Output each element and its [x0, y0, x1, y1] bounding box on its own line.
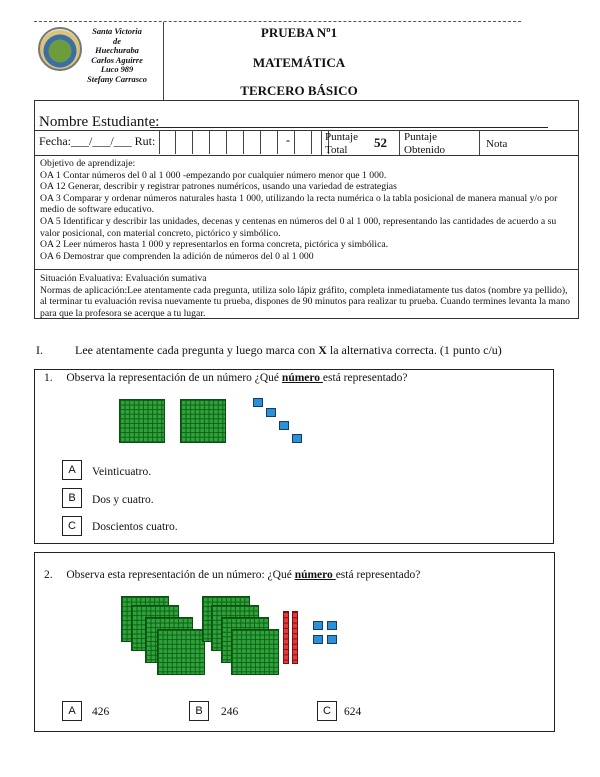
- objective-item: OA 2 Leer números hasta 1 000 y representarlos en forma concreta, pictórica y simbólica.: [40, 239, 389, 251]
- option-a-box[interactable]: A: [62, 701, 82, 721]
- question-text-2: está representado?: [322, 372, 408, 384]
- rut-separator: -: [286, 133, 290, 147]
- option-a-text: 426: [92, 706, 110, 718]
- total-score-value: 52: [374, 135, 387, 150]
- question-keyword: número: [294, 569, 336, 581]
- row-divider: [34, 155, 579, 156]
- instructions-text-1: Lee atentamente cada pregunta y luego marca con: [75, 343, 319, 357]
- question-text-1: Observa la representación de un número ¿Qué: [66, 372, 282, 384]
- grade-label: Nota: [486, 138, 508, 150]
- obtained-score-label: Puntaje Obtenido: [404, 131, 445, 156]
- option-b-text: Dos y cuatro.: [92, 494, 154, 506]
- objective-item: OA 12 Generar, describir y registrar patrones numéricos, usando una variedad de estrategias: [40, 181, 397, 193]
- school-line: Santa Victoria: [92, 27, 142, 36]
- school-line: Stefany Carrasco: [87, 74, 147, 84]
- application-rules: Normas de aplicación:Lee atentamente cada pregunta, utiliza solo lápiz gráfito, completa inmediatamente tus datos (nombre ya pellido), al terminar tu evaluación revisa nuevamente tu prueba, dispones de 90 minutos para realizar tu prueba. Cuando termines levanta la mano para que la profesora se acerque a tu lugar.: [40, 284, 570, 319]
- question-number: 2.: [44, 569, 53, 581]
- question-2-prompt: [44, 569, 420, 581]
- question-keyword: número: [281, 372, 323, 384]
- rut-cell[interactable]: [159, 130, 176, 154]
- row-divider: [34, 269, 579, 270]
- hundred-block: [119, 399, 165, 443]
- objective-item: OA 5 Identificar y describir las unidades, decenas y centenas en números del 0 al 1 000, representando las cantidades de acuerdo a su valor posicional, con material concreto, pictórico y simbólico.: [40, 215, 557, 239]
- rut-cell[interactable]: [193, 130, 210, 154]
- student-name-line[interactable]: [150, 127, 548, 128]
- school-line: de: [113, 36, 121, 46]
- cell-divider: [479, 130, 480, 155]
- hundred-block: [180, 399, 226, 443]
- unit-block: [279, 421, 289, 430]
- option-a-text: Veinticuatro.: [92, 466, 152, 478]
- question-text-2: está representado?: [335, 569, 421, 581]
- question-1-prompt: [44, 372, 408, 384]
- option-c-text: Doscientos cuatro.: [92, 521, 178, 533]
- cell-divider: [321, 130, 322, 155]
- option-c-box[interactable]: C: [317, 701, 337, 721]
- question-number: 1.: [44, 372, 53, 384]
- school-line: Huechuraba: [95, 46, 139, 56]
- situation-title: Situación Evaluativa: Evaluación sumativa: [40, 273, 207, 284]
- unit-block: [253, 398, 263, 407]
- instructions-mark: X: [318, 343, 327, 357]
- instructions-text-2: la alternativa correcta. (1 punto c/u): [326, 343, 502, 357]
- grade-title: TERCERO BÁSICO: [240, 83, 358, 98]
- test-title: PRUEBA Nº1: [260, 25, 338, 40]
- school-line: Luco 989: [100, 65, 134, 75]
- objective-item: OA 3 Comparar y ordenar números naturales hasta 1 000, utilizando la recta numérica o la tabla posicional de manera manual y/o por medio de software educativo.: [40, 192, 558, 216]
- school-info: [78, 27, 156, 85]
- rut-cell[interactable]: [210, 130, 227, 154]
- ten-rod: [283, 611, 289, 664]
- hundred-block: [231, 629, 279, 675]
- rut-cell[interactable]: [295, 130, 312, 154]
- learning-objectives: [40, 158, 572, 262]
- top-dashed-rule: [34, 21, 521, 22]
- hundred-block: [157, 629, 205, 675]
- question-1-box: [34, 369, 554, 544]
- total-score-label: Puntaje Total: [325, 131, 358, 156]
- option-c-box[interactable]: C: [62, 516, 82, 536]
- option-c-text: 624: [344, 706, 362, 718]
- objective-item: OA 1 Contar números del 0 al 1 000 -empezando por cualquier número menor que 1 000.: [40, 169, 387, 181]
- unit-block: [327, 635, 337, 644]
- rut-cell[interactable]: [227, 130, 244, 154]
- date-rut-label: Fecha:___/___/___ Rut:: [39, 134, 156, 148]
- rut-cell[interactable]: [261, 130, 278, 154]
- unit-block: [313, 621, 323, 630]
- option-b-box[interactable]: B: [189, 701, 209, 721]
- section-instructions: [36, 343, 502, 358]
- rut-cell[interactable]: [176, 130, 193, 154]
- unit-block: [313, 635, 323, 644]
- rut-cell[interactable]: [244, 130, 261, 154]
- option-a-box[interactable]: A: [62, 460, 82, 480]
- student-name-label: Nombre Estudiante:: [39, 114, 160, 130]
- unit-block: [327, 621, 337, 630]
- unit-block: [292, 434, 302, 443]
- rut-field[interactable]: [159, 130, 329, 154]
- section-number: I.: [36, 343, 43, 357]
- school-logo: [38, 27, 82, 71]
- question-text-1: Observa esta representación de un número: ¿Qué: [66, 569, 295, 581]
- unit-block: [266, 408, 276, 417]
- subject-title: MATEMÁTICA: [252, 55, 346, 70]
- evaluation-situation: [40, 273, 572, 319]
- option-b-text: 246: [221, 706, 239, 718]
- header-divider: [163, 22, 164, 100]
- option-b-box[interactable]: B: [62, 488, 82, 508]
- school-line: Carlos Aguirre: [91, 55, 143, 65]
- objective-item: OA 6 Demostrar que comprenden la adición de números del 0 al 1 000: [40, 250, 314, 262]
- cell-divider: [399, 130, 400, 155]
- objectives-heading: Objetivo de aprendizaje:: [40, 158, 136, 169]
- ten-rod: [292, 611, 298, 664]
